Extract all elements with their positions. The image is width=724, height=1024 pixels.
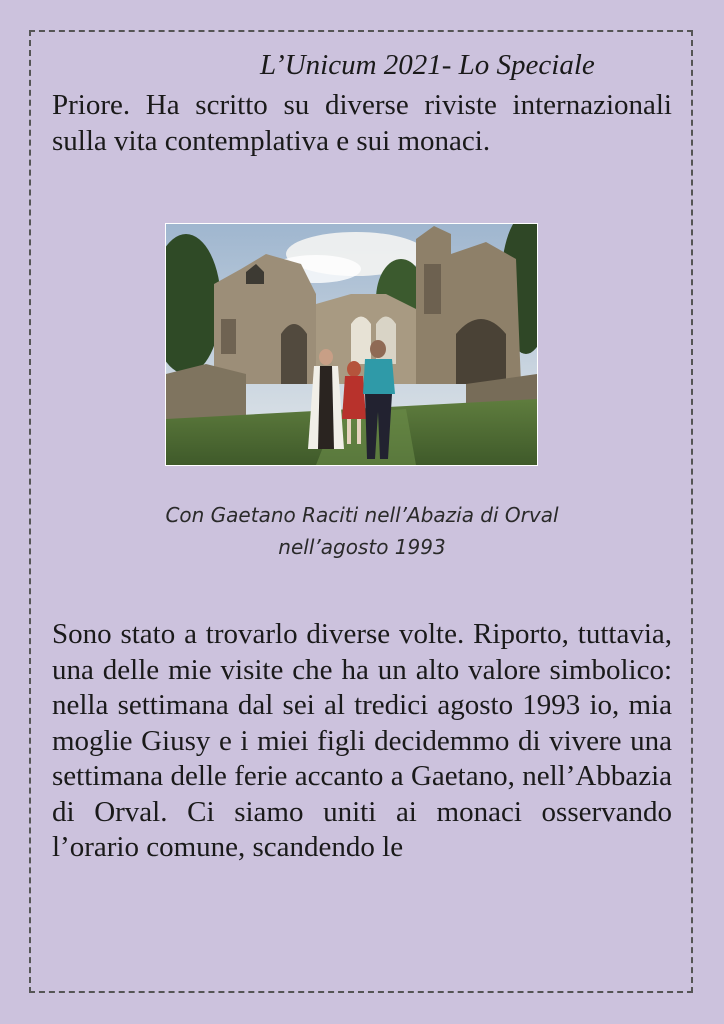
photo-caption-line-2: nell’agosto 1993 bbox=[278, 535, 446, 559]
body-paragraph: Sono stato a trovarlo diverse volte. Riporto, tuttavia, una delle mie visite che ha un alto valore simbolico: nella settimana dal sei al tredici agosto 1993 io, mia moglie Giusy e i miei figli decidemmo di vivere una settimana delle ferie accanto a Gaetano, nell’Abbazia di Orval. Ci siamo uniti ai monaci osservando l’orario comune, scandendo le bbox=[52, 618, 672, 863]
photo-illustration bbox=[166, 224, 537, 465]
abbey-ruins-photo bbox=[165, 223, 538, 466]
page-header-title: L’Unicum 2021- Lo Speciale bbox=[260, 49, 595, 81]
photo-caption-line-1: Con Gaetano Raciti nell’Abazia di Orval bbox=[165, 503, 559, 527]
intro-paragraph: Priore. Ha scritto su diverse riviste internazionali sulla vita contemplativa e sui monaci. bbox=[52, 89, 672, 157]
